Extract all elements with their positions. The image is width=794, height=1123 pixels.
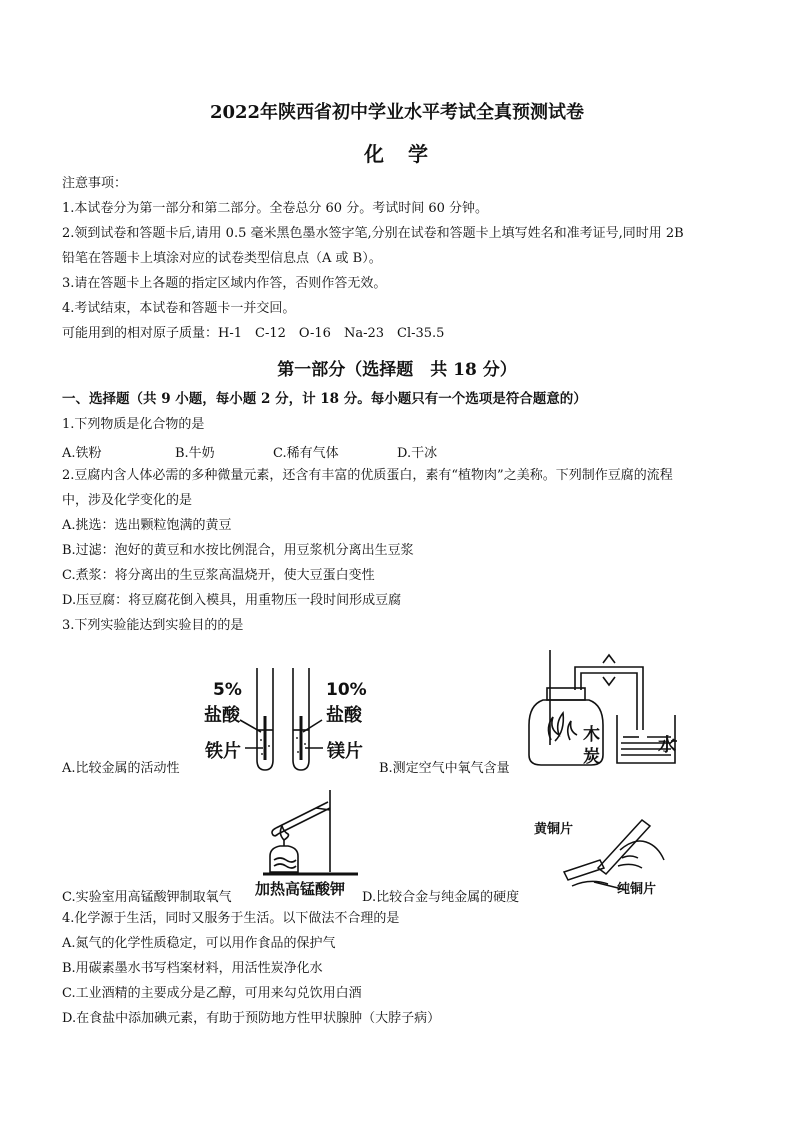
brass-label: 黄铜片 — [534, 822, 574, 837]
q2-stem-line2: 中，涉及化学变化的是 — [62, 493, 193, 508]
notes-item-2: 2.领到试卷和答题卡后,请用 0.5 毫米黑色墨水签字笔,分别在试卷和答题卡上填写姓名和准考证号,同时用 2B — [62, 226, 684, 241]
kmno4-caption: 加热高锰酸钾 — [255, 880, 346, 898]
q1-stem: 1.下列物质是化合物的是 — [62, 417, 205, 432]
q4-option-d: D.在食盐中添加碘元素，有助于预防地方性甲状腺肿（大脖子病） — [62, 1011, 441, 1026]
q2-option-c: C.煮浆：将分离出的生豆浆高温烧开，使大豆蛋白变性 — [62, 568, 375, 583]
stopper — [547, 688, 585, 700]
notes-item-4: 4.考试结束，本试卷和答题卡一并交回。 — [62, 301, 296, 316]
q2-option-a: A.挑选：选出颗粒饱满的黄豆 — [62, 518, 232, 533]
notes-heading: 注意事项： — [62, 176, 128, 191]
notes-item-3: 3.请在答题卡上各题的指定区域内作答，否则作答无效。 — [62, 276, 387, 291]
q3-option-d: D.比较合金与纯金属的硬度 — [362, 890, 520, 905]
left-acid-label: 盐酸 — [204, 705, 240, 726]
q4-option-b: B.用碳素墨水书写档案材料，用活性炭净化水 — [62, 961, 323, 976]
q4-stem: 4.化学源于生活，同时又服务于生活。以下做法不合理的是 — [62, 911, 400, 926]
q3-option-c: C.实验室用高锰酸钾制取氧气 — [62, 890, 232, 905]
water-label: 水 — [658, 735, 676, 756]
q3-option-b: B.测定空气中氧气含量 — [379, 761, 510, 776]
charcoal-label-1: 木 — [583, 725, 600, 745]
q1-option-a: A.铁粉 — [62, 446, 102, 461]
q1-option-c: C.稀有气体 — [273, 446, 339, 461]
copper-strip — [564, 860, 604, 880]
q2-stem-line1: 2.豆腐内含人体必需的多种微量元素，还含有丰富的优质蛋白，素有“植物肉”之美称。下列制作豆腐的流程 — [62, 468, 673, 483]
q3-stem: 3.下列实验能达到实验目的的是 — [62, 618, 244, 633]
notes-item-1: 1.本试卷分为第一部分和第二部分。全卷总分 60 分。考试时间 60 分钟。 — [62, 201, 489, 216]
part1-title: 第一部分（选择题 共 18 分） — [277, 360, 517, 380]
iron-label: 铁片 — [205, 741, 241, 762]
magnesium-label: 镁片 — [327, 741, 363, 762]
q4-option-c: C.工业酒精的主要成分是乙醇，可用来勾兑饮用白酒 — [62, 986, 362, 1001]
q1-option-d: D.干冰 — [397, 446, 438, 461]
charcoal-label-2: 炭 — [583, 747, 600, 767]
part1-instruction: 一、选择题（共 9 小题，每小题 2 分，计 18 分。每小题只有一个选项是符合题意的） — [62, 391, 587, 407]
q2-option-d: D.压豆腐：将豆腐花倒入模具，用重物压一段时间形成豆腐 — [62, 593, 402, 608]
notes-item-2-cont: 铅笔在答题卡上填涂对应的试卷类型信息点（A 或 B）。 — [62, 251, 382, 266]
exam-title: 2022年陕西省初中学业水平考试全真预测试卷 — [209, 102, 585, 123]
q1-option-b: B.牛奶 — [175, 446, 215, 461]
subject-title: 化 学 — [364, 142, 430, 166]
copper-label: 纯铜片 — [617, 882, 657, 897]
q3-option-a: A.比较金属的活动性 — [62, 761, 180, 776]
q4-option-a: A.氮气的化学性质稳定，可以用作食品的保护气 — [62, 936, 336, 951]
figure-kmno4-heating — [258, 790, 368, 880]
right-concentration-label: 10% — [326, 680, 367, 700]
q2-option-b: B.过滤：泡好的黄豆和水按比例混合，用豆浆机分离出生豆浆 — [62, 543, 414, 558]
atomic-mass-line: 可能用到的相对原子质量：H-1 C-12 O-16 Na-23 Cl-35.5 — [62, 326, 445, 341]
right-acid-label: 盐酸 — [326, 705, 362, 726]
left-concentration-label: 5% — [213, 680, 242, 700]
